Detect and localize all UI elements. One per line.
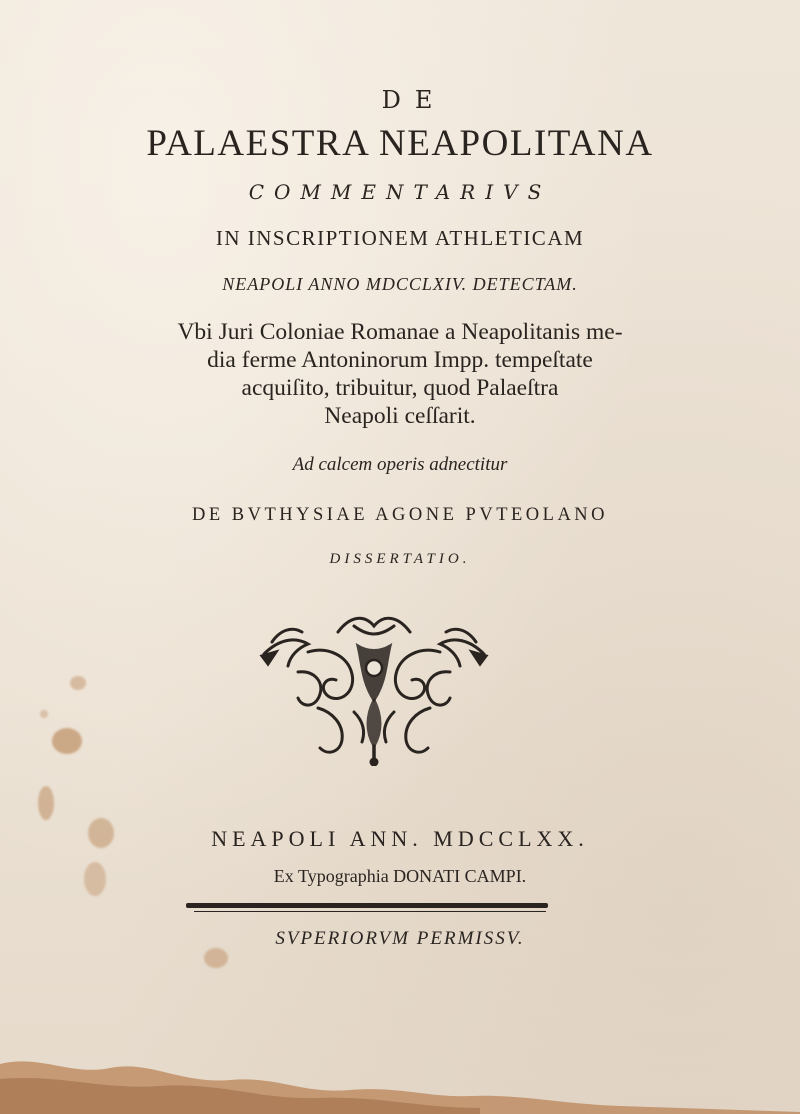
imprint-printer: Ex Typographia DONATI CAMPI. <box>273 866 527 886</box>
description-paragraph <box>0 318 800 430</box>
description-line: Vbi Juri Coloniae Romanae a Neapolitanis me- <box>177 319 623 345</box>
foxing-stain <box>40 710 48 718</box>
foxing-stain <box>38 786 54 820</box>
main-title: PALAESTRA NEAPOLITANA <box>146 123 654 164</box>
description-line: dia ferme Antoninorum Impp. tempeſtate <box>207 347 593 373</box>
subtitle-inscriptionem: IN INSCRIPTIONEM ATHLETICAM <box>215 226 585 250</box>
foxing-stain <box>52 728 82 754</box>
appendix-note: Ad calcem operis adnectitur <box>292 454 508 475</box>
rule-thick <box>186 903 548 908</box>
foxing-stain <box>70 676 86 690</box>
foxing-stain <box>204 948 228 968</box>
printers-ornament-icon <box>258 612 490 766</box>
heading-de: DE <box>381 86 447 114</box>
water-stain <box>0 1024 800 1114</box>
imprint-permissu: SVPERIORVM PERMISSV. <box>275 928 525 949</box>
subtitle-commentarius: COMMENTARIVS <box>248 180 552 204</box>
appendix-dissertatio: DISSERTATIO. <box>329 551 471 567</box>
imprint-place-year: NEAPOLI ANN. MDCCLXX. <box>211 826 589 851</box>
double-rule-divider <box>186 903 548 913</box>
rule-thin <box>194 911 546 912</box>
description-line: acquiſito, tribuitur, quod Palaeſtra <box>241 375 559 401</box>
appendix-title: DE BVTHYSIAE AGONE PVTEOLANO <box>191 505 609 525</box>
description-line: Neapoli ceſſarit. <box>324 403 476 429</box>
subtitle-neapoli-anno: NEAPOLI ANNO MDCCLXIV. DETECTAM. <box>222 274 578 294</box>
